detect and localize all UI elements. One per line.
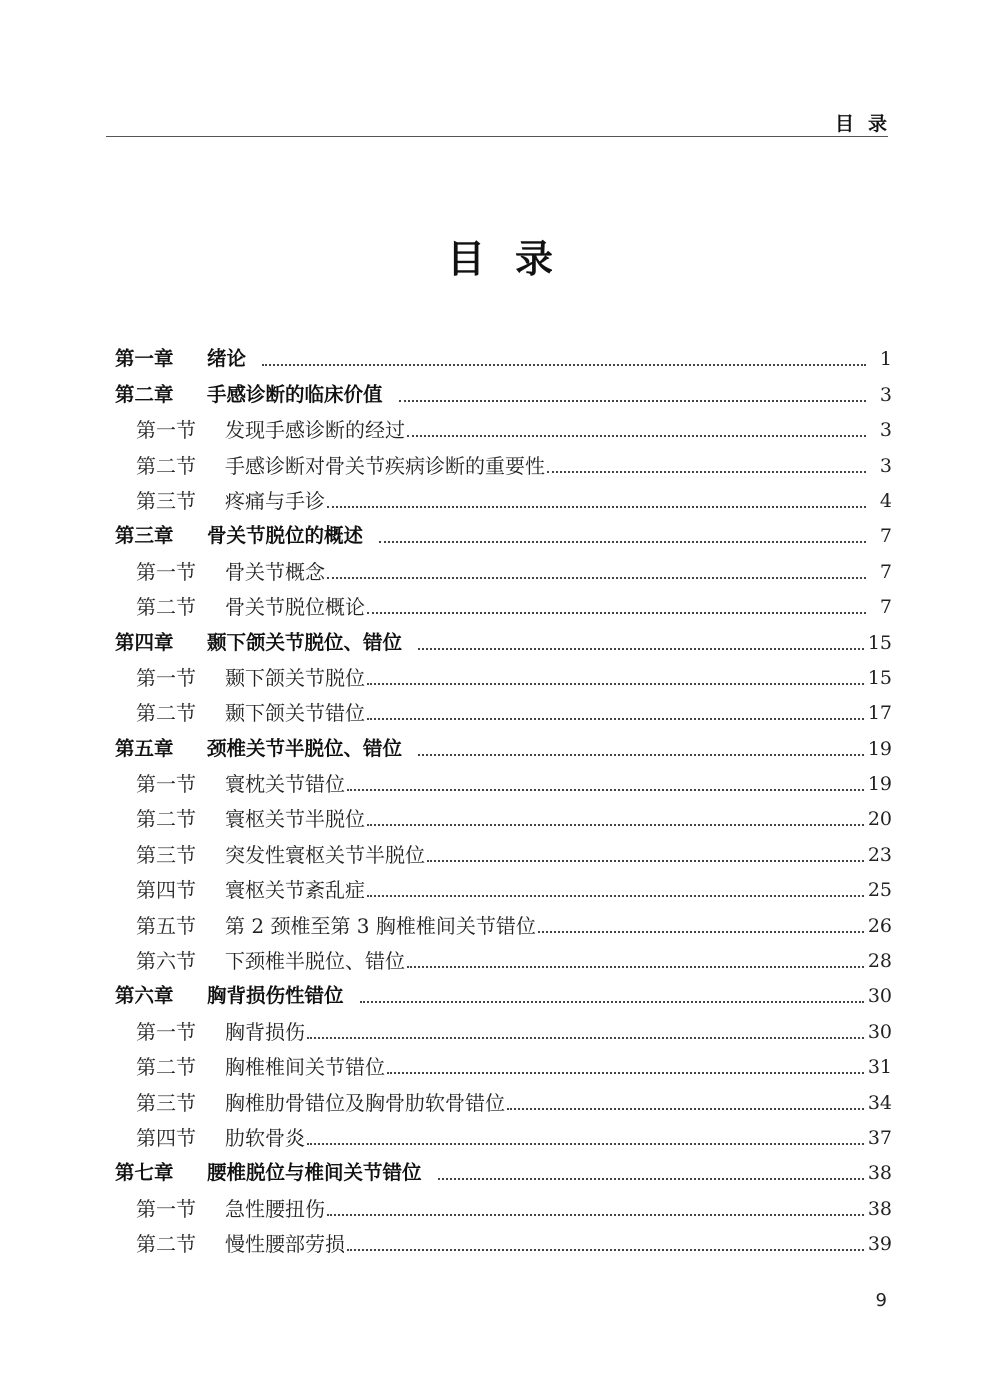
dot-leader	[360, 1001, 864, 1003]
toc-entry-title: 胸椎肋骨错位及胸骨肋软骨错位	[225, 1090, 505, 1115]
toc-entry-number: 第一节	[136, 559, 196, 584]
toc-entry-title: 胸椎椎间关节错位	[225, 1055, 385, 1080]
toc-section-row	[115, 1008, 892, 1043]
toc-entry-number: 第一节	[136, 418, 196, 443]
toc-section-row	[115, 690, 892, 725]
toc-entry-page: 17	[867, 702, 892, 725]
toc-entry-number: 第五节	[136, 913, 196, 938]
toc-entry-page: 28	[867, 950, 892, 973]
page-title	[0, 228, 1000, 283]
toc-entry-page: 15	[867, 631, 892, 654]
toc-entry-page: 3	[879, 419, 892, 442]
toc-entry-title: 手感诊断的临床价值	[207, 382, 383, 406]
toc-section-row	[115, 867, 892, 902]
toc-entry-page: 4	[879, 489, 892, 512]
toc-entry-page: 15	[867, 666, 892, 689]
toc-entry-page: 39	[867, 1233, 892, 1256]
toc-entry-number: 第二章	[115, 382, 174, 406]
toc-entry-number: 第六节	[136, 949, 196, 974]
toc-section-row	[115, 1115, 892, 1150]
toc-section-row	[115, 548, 892, 583]
toc-chapter-row	[115, 1150, 892, 1185]
toc-section-row	[115, 1044, 892, 1079]
toc-entry-page: 30	[867, 985, 892, 1008]
toc-entry-title: 第 2 颈椎至第 3 胸椎椎间关节错位	[225, 913, 536, 938]
toc-entry-title: 骨关节概念	[225, 559, 325, 584]
toc-entry-number: 第二节	[136, 807, 196, 832]
dot-leader	[418, 648, 864, 650]
toc-chapter-row	[115, 725, 892, 760]
toc-entry-page: 20	[867, 808, 892, 831]
toc-entry-page: 31	[867, 1056, 892, 1079]
toc-section-row	[115, 761, 892, 796]
toc-section-row	[115, 478, 892, 513]
dot-leader	[367, 718, 864, 720]
dot-leader	[367, 683, 864, 685]
toc-section-row	[115, 1185, 892, 1220]
toc-section-row	[115, 407, 892, 442]
toc-chapter-row	[115, 973, 892, 1008]
toc-entry-number: 第一章	[115, 347, 174, 371]
toc-entry-number: 第一节	[136, 665, 196, 690]
dot-leader	[327, 577, 866, 579]
toc-entry-title: 下颈椎半脱位、错位	[225, 949, 405, 974]
toc-entry-title: 肋软骨炎	[225, 1125, 305, 1150]
toc-entry-page: 34	[867, 1091, 892, 1114]
toc-entry-page: 7	[879, 525, 892, 548]
dot-leader	[399, 400, 866, 402]
running-header: 目录	[834, 113, 901, 135]
page-number: 9	[875, 1290, 887, 1311]
toc-entry-title: 发现手感诊断的经过	[225, 418, 405, 443]
toc-entry-page: 7	[879, 596, 892, 619]
page-title-text: 目录	[446, 237, 583, 281]
toc-entry-number: 第一节	[136, 772, 196, 797]
toc-entry-title: 急性腰扭伤	[225, 1196, 325, 1221]
toc-entry-number: 第一节	[136, 1019, 196, 1044]
toc-entry-number: 第三章	[115, 524, 174, 548]
toc-entry-page: 19	[867, 737, 892, 760]
toc-section-row	[115, 584, 892, 619]
toc-entry-title: 寰枢关节紊乱症	[225, 878, 365, 903]
toc-section-row	[115, 902, 892, 937]
toc-section-row	[115, 442, 892, 477]
toc-entry-title: 骨关节脱位概论	[225, 595, 365, 620]
toc-entry-page: 30	[867, 1020, 892, 1043]
toc-entry-number: 第二节	[136, 1055, 196, 1080]
toc-chapter-row	[115, 371, 892, 406]
dot-leader	[538, 931, 864, 933]
toc-entry-page: 3	[879, 383, 892, 406]
toc-entry-number: 第四章	[115, 630, 174, 654]
toc-entry-page: 23	[867, 843, 892, 866]
table-of-contents	[115, 336, 892, 1256]
toc-entry-title: 绪论	[207, 347, 247, 371]
toc-entry-title: 寰枢关节半脱位	[225, 807, 365, 832]
toc-entry-page: 3	[879, 454, 892, 477]
toc-section-row	[115, 796, 892, 831]
dot-leader	[262, 364, 866, 366]
toc-entry-title: 腰椎脱位与椎间关节错位	[207, 1161, 422, 1185]
toc-entry-number: 第二节	[136, 1232, 196, 1257]
toc-entry-title: 疼痛与手诊	[225, 488, 325, 513]
toc-entry-number: 第二节	[136, 701, 196, 726]
dot-leader	[418, 754, 864, 756]
toc-entry-number: 第三节	[136, 488, 196, 513]
dot-leader	[347, 1249, 864, 1251]
toc-entry-title: 突发性寰枢关节半脱位	[225, 842, 425, 867]
toc-entry-page: 37	[867, 1126, 892, 1149]
toc-entry-number: 第四节	[136, 1125, 196, 1150]
dot-leader	[367, 824, 864, 826]
toc-entry-title: 骨关节脱位的概述	[207, 524, 364, 548]
toc-entry-number: 第三节	[136, 842, 196, 867]
toc-section-row	[115, 1221, 892, 1256]
toc-section-row	[115, 655, 892, 690]
dot-leader	[407, 966, 864, 968]
toc-chapter-row	[115, 619, 892, 654]
toc-entry-page: 25	[867, 879, 892, 902]
toc-section-row	[115, 831, 892, 866]
dot-leader	[367, 612, 866, 614]
toc-entry-page: 1	[879, 348, 892, 371]
dot-leader	[307, 1037, 864, 1039]
toc-entry-page: 38	[867, 1197, 892, 1220]
toc-entry-title: 手感诊断对骨关节疾病诊断的重要性	[225, 453, 545, 478]
toc-chapter-row	[115, 336, 892, 371]
toc-entry-title: 颞下颌关节脱位、错位	[207, 630, 403, 654]
toc-entry-title: 胸背损伤	[225, 1019, 305, 1044]
dot-leader	[387, 1072, 864, 1074]
toc-entry-number: 第一节	[136, 1196, 196, 1221]
toc-entry-title: 胸背损伤性错位	[207, 984, 344, 1008]
toc-entry-number: 第五章	[115, 736, 174, 760]
toc-entry-title: 颞下颌关节错位	[225, 701, 365, 726]
toc-chapter-row	[115, 513, 892, 548]
toc-entry-number: 第七章	[115, 1161, 174, 1185]
toc-section-row	[115, 1079, 892, 1114]
dot-leader	[327, 506, 866, 508]
toc-entry-page: 26	[867, 914, 892, 937]
dot-leader	[367, 895, 864, 897]
dot-leader	[379, 541, 866, 543]
toc-entry-title: 颞下颌关节脱位	[225, 665, 365, 690]
toc-entry-title: 寰枕关节错位	[225, 772, 345, 797]
toc-entry-number: 第三节	[136, 1090, 196, 1115]
toc-entry-title: 慢性腰部劳损	[225, 1232, 345, 1257]
dot-leader	[407, 435, 866, 437]
toc-entry-number: 第六章	[115, 984, 174, 1008]
toc-entry-page: 38	[867, 1162, 892, 1185]
toc-entry-number: 第四节	[136, 878, 196, 903]
toc-entry-title: 颈椎关节半脱位、错位	[207, 736, 403, 760]
header-rule	[106, 136, 888, 137]
dot-leader	[347, 789, 864, 791]
toc-section-row	[115, 938, 892, 973]
dot-leader	[507, 1108, 864, 1110]
toc-entry-number: 第二节	[136, 453, 196, 478]
toc-entry-number: 第二节	[136, 595, 196, 620]
dot-leader	[438, 1178, 864, 1180]
dot-leader	[327, 1214, 864, 1216]
dot-leader	[547, 471, 866, 473]
toc-entry-page: 19	[867, 773, 892, 796]
dot-leader	[307, 1143, 864, 1145]
dot-leader	[427, 860, 864, 862]
toc-entry-page: 7	[879, 560, 892, 583]
